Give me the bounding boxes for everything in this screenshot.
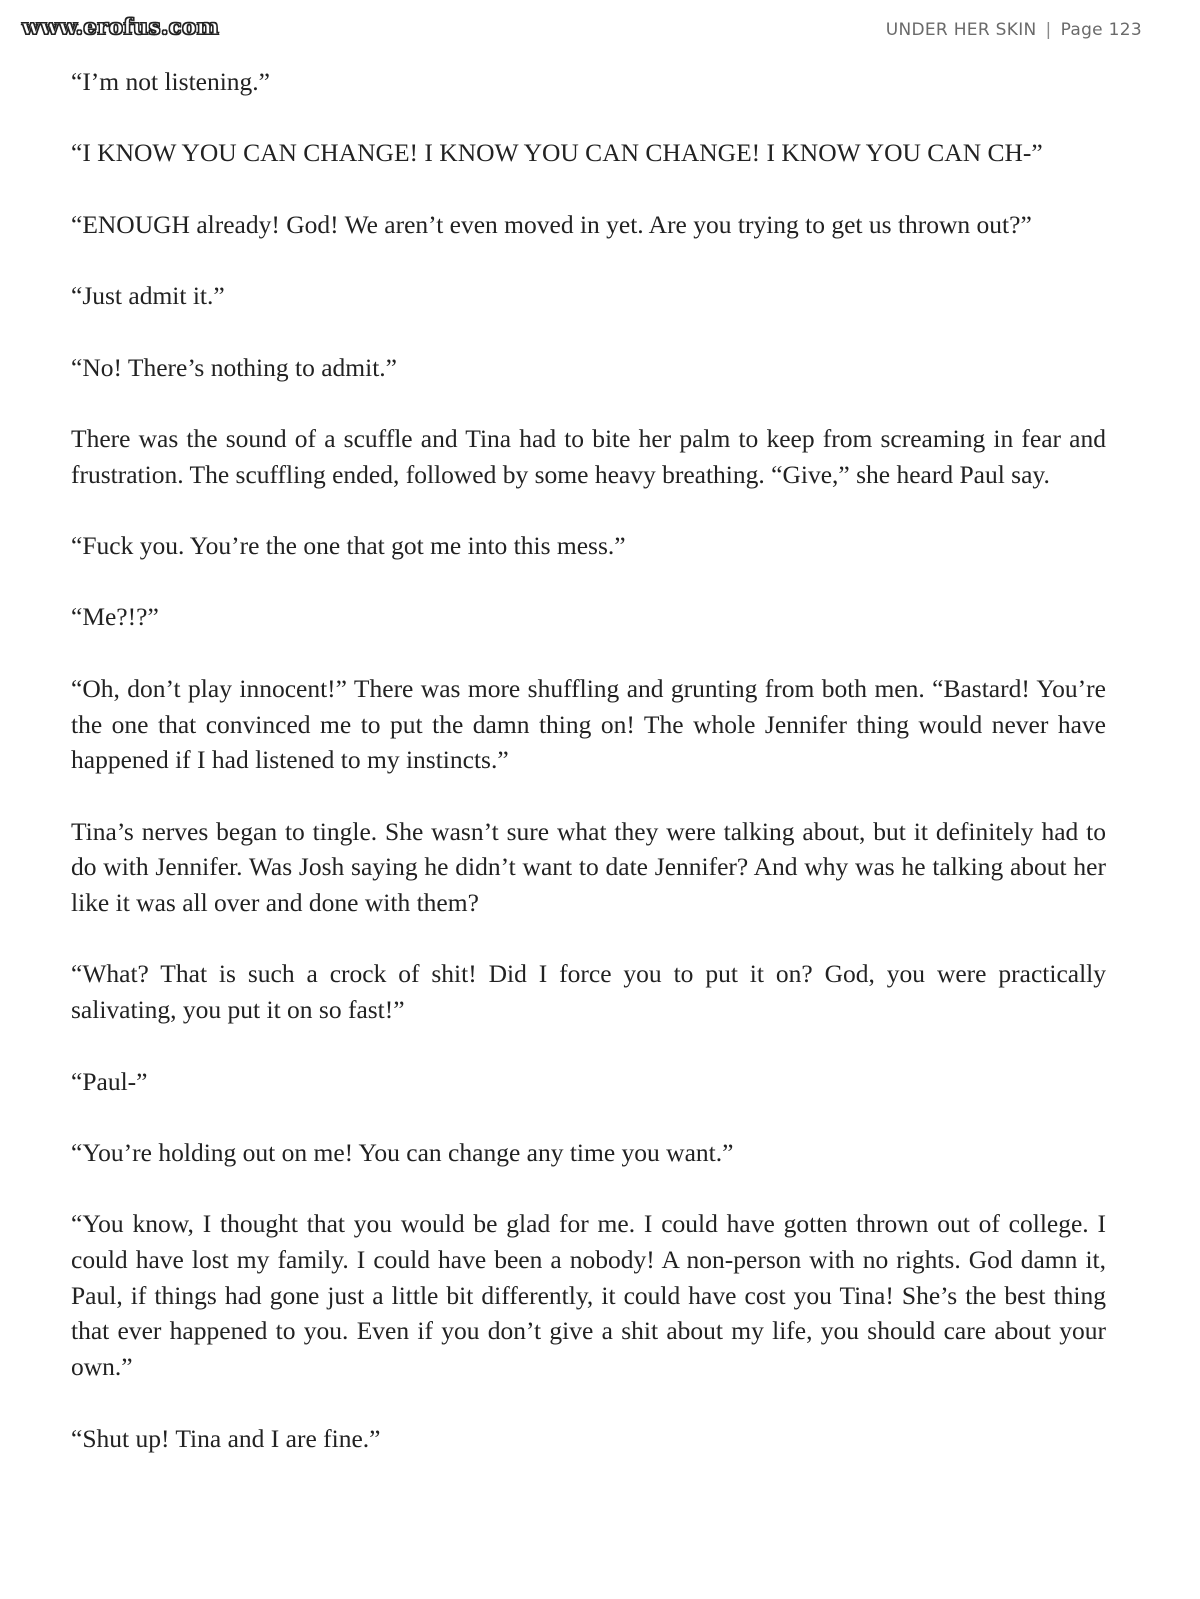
- paragraph: “Shut up! Tina and I are fine.”: [71, 1423, 381, 1453]
- paragraph: “Oh, don’t play innocent!” There was more shuffling and grunting from both men. “Bastard! You’re the one that convinced me to put the damn thing on! The whole Jennifer thing would never have happened if I had listened to my instincts.”: [71, 673, 1106, 775]
- page-number: Page 123: [1060, 20, 1142, 40]
- paragraph: “ENOUGH already! God! We aren’t even moved in yet. Are you trying to get us thrown out?”: [71, 209, 1032, 239]
- paragraph: “You’re holding out on me! You can change any time you want.”: [71, 1137, 734, 1167]
- paragraph: “I KNOW YOU CAN CHANGE! I KNOW YOU CAN CHANGE! I KNOW YOU CAN CH-”: [71, 138, 1043, 168]
- site-watermark: www.erofus.com: [22, 14, 220, 39]
- body-text: [71, 64, 1106, 1492]
- paragraph: “What? That is such a crock of shit! Did I force you to put it on? God, you were practically salivating, you put it on so fast!”: [71, 959, 1106, 1025]
- paragraph: “I’m not listening.”: [71, 67, 270, 96]
- paragraph: “You know, I thought that you would be glad for me. I could have gotten thrown out of college. I could have lost my family. I could have been a nobody! A non-person with no rights. God damn it, Paul, if things had gone just a little bit differently, it could have cost you Tina! She’s the best thing that ever happened to you. Even if you don’t give a shit about my life, you should care about your own.”: [71, 1209, 1106, 1382]
- paragraph: Tina’s nerves began to tingle. She wasn’t sure what they were talking about, but it definitely had to do with Jennifer. Was Josh saying he didn’t want to date Jennifer? And why was he talking about her like it was all over and done with them?: [71, 816, 1106, 918]
- book-title: UNDER HER SKIN: [885, 20, 1037, 40]
- paragraph: There was the sound of a scuffle and Tina had to bite her palm to keep from screaming in fear and frustration. The scuffling ended, followed by some heavy breathing. “Give,” she heard Paul say.: [71, 423, 1106, 489]
- paragraph: “No! There’s nothing to admit.”: [71, 352, 397, 382]
- paragraph: “Just admit it.”: [71, 281, 225, 311]
- paragraph: “Me?!?”: [71, 602, 159, 632]
- paragraph: “Fuck you. You’re the one that got me into this mess.”: [71, 531, 626, 561]
- header-separator: |: [1045, 20, 1052, 40]
- running-header: [886, 20, 1142, 40]
- paragraph: “Paul-”: [71, 1066, 148, 1096]
